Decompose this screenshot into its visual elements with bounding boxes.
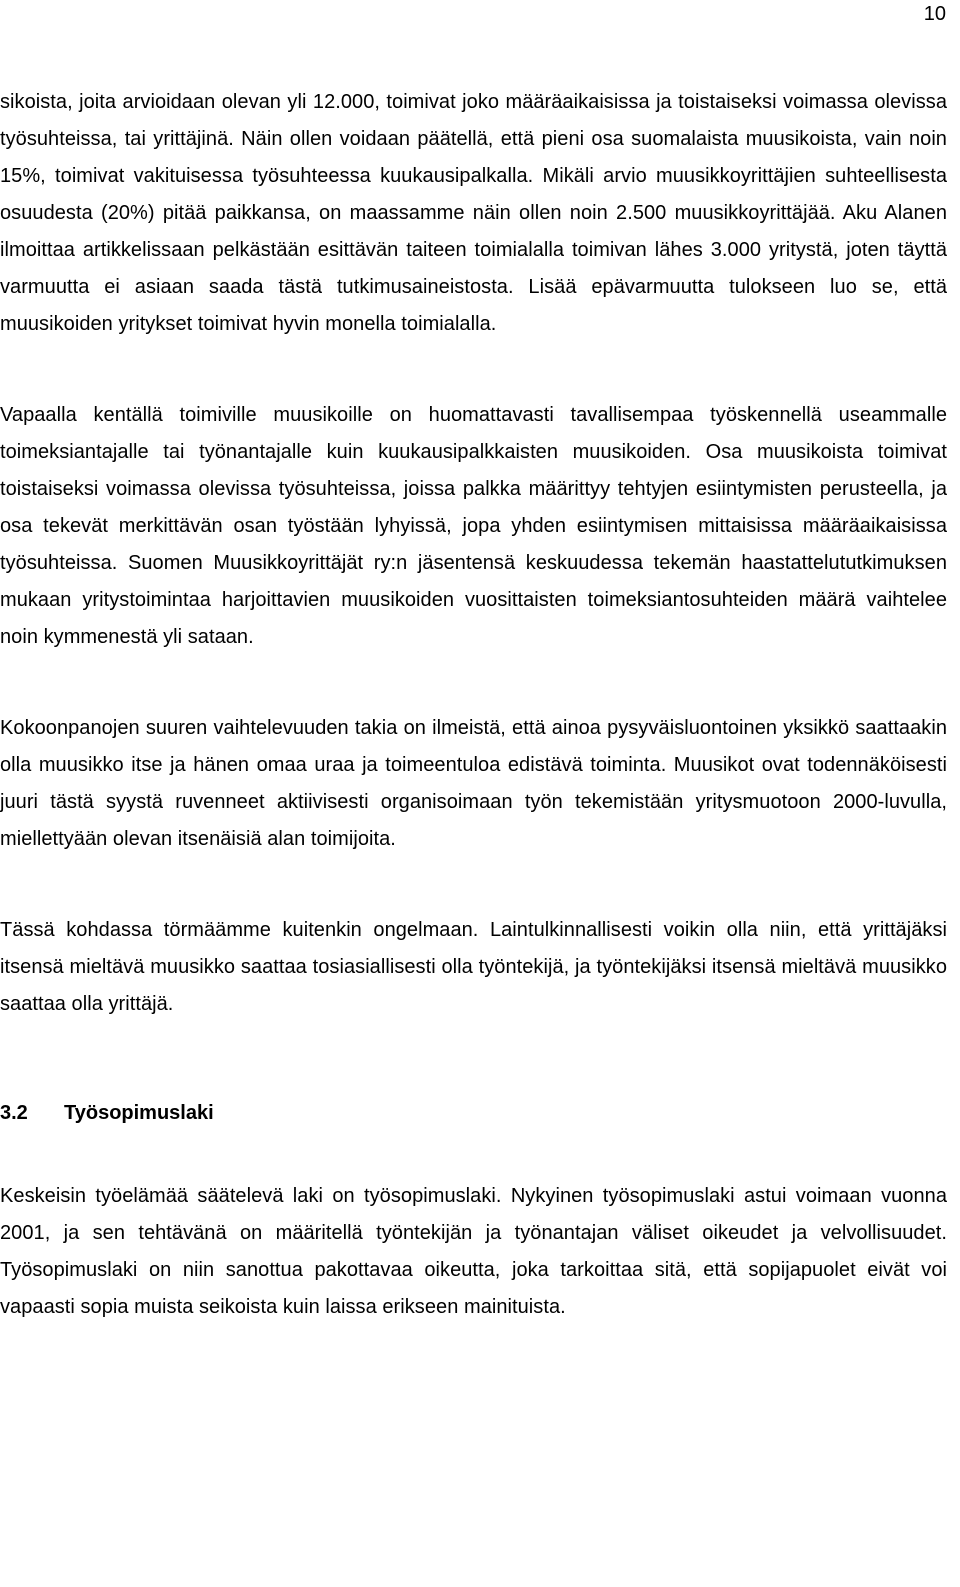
page-number: 10 (923, 3, 946, 25)
document-body (0, 84, 947, 1326)
section-paragraph: Keskeisin työelämää säätelevä laki on työsopimuslaki. Nykyinen työsopimuslaki astui voimaan vuonna 2001, ja sen tehtävänä on määritellä työntekijän ja työnantajan väliset oikeudet ja velvollisuudet. Työsopimuslaki on niin sanottua pakottavaa oikeutta, joka tarkoittaa sitä, että sopijapuolet eivät voi vapaasti sopia muista seikoista kuin laissa erikseen mainituista. (0, 1185, 947, 1318)
paragraph-spacer (0, 656, 947, 710)
body-paragraph: sikoista, joita arvioidaan olevan yli 12.000, toimivat joko määräaikaisissa ja toistaiseksi voimassa olevissa työsuhteissa, tai yrittäjinä. Näin ollen voidaan päätellä, että pieni osa suomalaista muusikoista, vain noin 15%, toimivat vakituisessa työsuhteessa kuukausipalkalla. Mikäli arvio muusikkoyrittäjien suhteellisesta osuudesta (20%) pitää paikkansa, on maassamme näin ollen noin 2.500 muusikkoyrittäjää. Aku Alanen ilmoittaa artikkelissaan pelkästään esittävän taiteen toimialalla toimivan lähes 3.000 yritystä, joten täyttä varmuutta ei asiaan saada tästä tutkimusaineistosta. Lisää epävarmuutta tulokseen luo se, että muusikoiden yritykset toimivat hyvin monella toimialalla. (0, 91, 947, 335)
body-paragraph: Kokoonpanojen suuren vaihtelevuuden takia on ilmeistä, että ainoa pysyväisluontoinen yksikkö saattaakin olla muusikko itse ja hänen omaa uraa ja toimeentuloa edistävä toiminta. Muusikot ovat todennäköisesti juuri tästä syystä ruvenneet aktiivisesti organisoimaan työn tekemistään yritysmuotoon 2000-luvulla, miellettyään olevan itsenäisiä alan toimijoita. (0, 717, 947, 850)
paragraph-spacer (0, 1023, 947, 1095)
paragraph-spacer (0, 858, 947, 912)
body-paragraph: Vapaalla kentällä toimiville muusikoille on huomattavasti tavallisempaa työskennellä useammalle toimeksiantajalle tai työnantajalle kuin kuukausipalkkaisten muusikoiden. Osa muusikoista toimivat toistaiseksi voimassa olevissa työsuhteissa, joissa palkka määrittyy tehtyjen esiintymisten perusteella, ja osa tekevät merkittävän osan työstään lyhyissä, jopa yhden esiintymisen mittaisissa määräaikaisissa työsuhteissa. Suomen Muusikkoyrittäjät ry:n jäsentensä keskuudessa tekemän haastattelututkimuksen mukaan yritystoimintaa harjoittavien muusikoiden vuosittaisten toimeksiantosuhteiden määrä vaihtelee noin kymmenestä yli sataan. (0, 404, 947, 648)
section-number: 3.2 (0, 1102, 28, 1124)
section-title: Työsopimuslaki (64, 1102, 214, 1124)
paragraph-spacer (0, 1132, 947, 1178)
section-heading (0, 1095, 947, 1132)
paragraph-spacer (0, 343, 947, 397)
body-paragraph: Tässä kohdassa törmäämme kuitenkin ongelmaan. Laintulkinnallisesti voikin olla niin, että yrittäjäksi itsensä mieltävä muusikko saattaa tosiasiallisesti olla työntekijä, ja työntekijäksi itsensä mieltävä muusikko saattaa olla yrittäjä. (0, 919, 947, 1015)
